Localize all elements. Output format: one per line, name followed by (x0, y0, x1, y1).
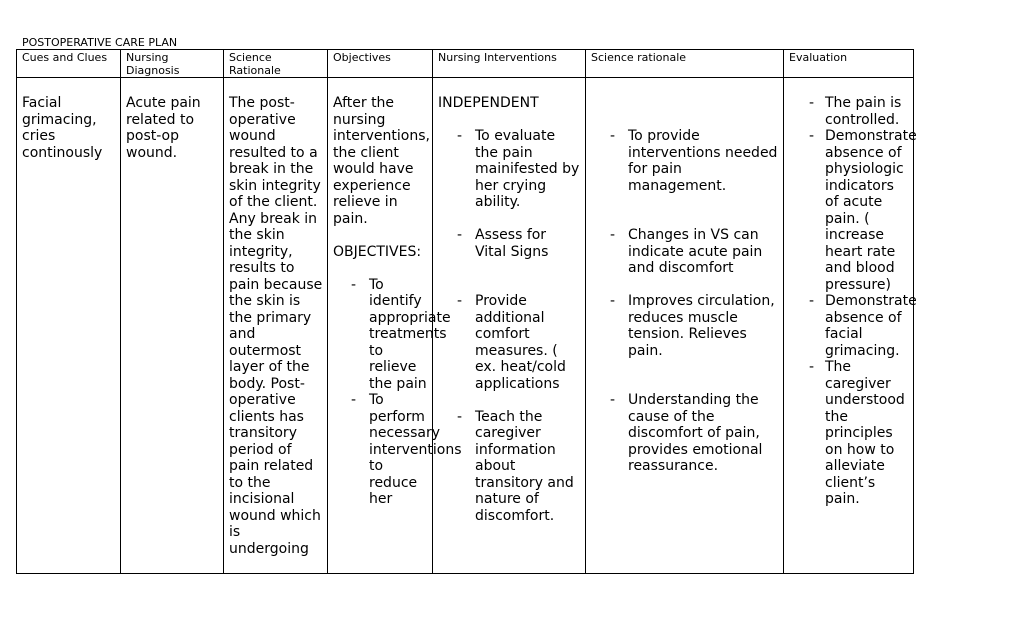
list-item: - Improves circulation, reduces muscle tension. Relieves pain. (591, 293, 779, 359)
objectives-label: OBJECTIVES: (333, 243, 422, 260)
header-evaluation: Evaluation (784, 50, 914, 78)
objectives-list (333, 276, 462, 508)
cell-rationale (586, 78, 784, 574)
list-item: - The pain is controlled. (789, 95, 909, 128)
header-science: Science Rationale (224, 50, 328, 78)
header-cues: Cues and Clues (17, 50, 121, 78)
rationale-list (591, 128, 779, 475)
cell-evaluation (784, 78, 917, 574)
list-item: - Provide additional comfort measures. ( ex. heat/cold applications (438, 293, 581, 392)
cell-interventions (433, 78, 586, 574)
list-item: - Assess for Vital Signs (438, 227, 581, 260)
header-rationale: Science rationale (586, 50, 784, 78)
list-item: - Teach the caregiver information about transitory and nature of discomfort. (438, 409, 581, 525)
header-objectives: Objectives (328, 50, 433, 78)
header-diagnosis: Nursing Diagnosis (121, 50, 224, 78)
list-item: - To perform necessary interventions to reduce her (333, 392, 428, 508)
science-text: The post-operative wound resulted to a break in the skin integrity of the client. Any break in the skin integrity, results to pain because the skin is the primary and outermost layer of the body. Post-operative clients has transitory period of pain related to the incisional wound which is undergoing (229, 95, 323, 557)
cell-cues (17, 78, 121, 574)
list-item: - Demonstrate absence of facial grimacing. (789, 293, 909, 359)
cues-text: Facial grimacing, cries continously (22, 95, 103, 161)
header-interventions: Nursing Interventions (433, 50, 586, 78)
list-item: - Understanding the cause of the discomfort of pain, provides emotional reassurance. (591, 392, 779, 475)
cell-science (224, 78, 328, 574)
table-row (17, 78, 914, 574)
cell-objectives (328, 78, 462, 574)
list-item: - To identify appropriate treatments to relieve the pain (333, 277, 428, 393)
interventions-label: INDEPENDENT (438, 95, 539, 111)
list-item: - Demonstrate absence of physiologic indicators of acute pain. ( increase heart rate and blood pressure) (789, 128, 909, 293)
list-item: - Changes in VS can indicate acute pain and discomfort (591, 227, 779, 277)
header-row (17, 50, 914, 78)
care-plan-table (16, 49, 917, 574)
document-title: POSTOPERATIVE CARE PLAN (22, 36, 178, 49)
list-item: - To provide interventions needed for pain management. (591, 128, 779, 194)
list-item: - To evaluate the pain mainifested by her crying ability. (438, 128, 581, 211)
interventions-list (438, 128, 581, 524)
list-item: - The caregiver understood the principles on how to alleviate client’s pain. (789, 359, 909, 508)
cell-diagnosis (121, 78, 224, 574)
diagnosis-text: Acute pain related to post-op wound. (126, 95, 201, 161)
evaluation-list (789, 95, 917, 508)
objectives-intro: After the nursing interventions, the client would have experience relieve in pain. (333, 95, 430, 227)
